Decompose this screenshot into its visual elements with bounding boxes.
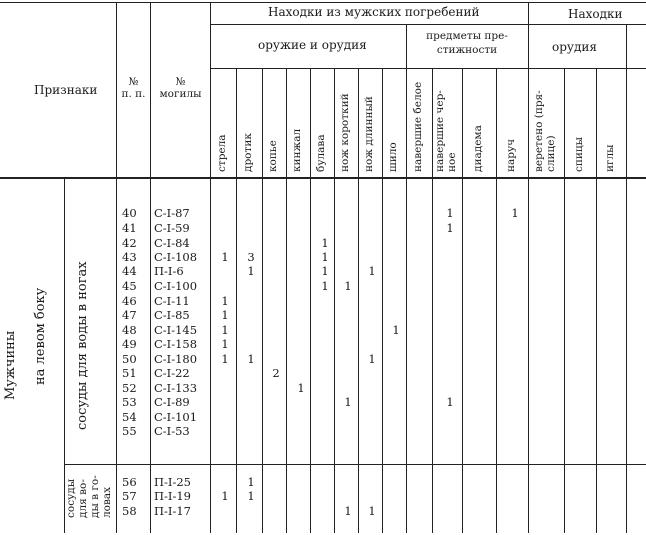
rule-v-6	[626, 24, 627, 533]
grave-number: П-I-17	[154, 504, 191, 518]
column-header: стрела	[216, 134, 228, 172]
row-number: 56	[122, 475, 137, 489]
column-header: иглы	[604, 144, 616, 172]
table-cell: 1	[221, 489, 229, 503]
row-number: 43	[122, 250, 137, 264]
grave-number: С-I-59	[154, 221, 190, 235]
row-number: 55	[122, 424, 137, 438]
group-left-side: на левом боку	[33, 287, 48, 385]
table-cell: 1	[392, 323, 400, 337]
row-number: 40	[122, 206, 137, 220]
rule-v-3	[210, 2, 211, 533]
table-cell: 1	[247, 489, 255, 503]
group-vessels-head-4: ловах	[101, 486, 113, 518]
rule-category-sub	[210, 68, 646, 69]
header-row-no-1: №	[128, 76, 139, 88]
column-rule	[262, 68, 263, 533]
table-cell: 1	[221, 352, 229, 366]
grave-number: С-I-101	[154, 410, 198, 424]
column-rule	[596, 68, 597, 533]
header-grave-no-2: могилы	[159, 88, 202, 100]
table-cell: 3	[247, 250, 255, 264]
table-cell: 1	[368, 504, 376, 518]
column-header: наруч	[505, 138, 517, 172]
table-cell: 1	[247, 475, 255, 489]
grave-number: П-I-19	[154, 489, 191, 503]
table-cell: 1	[221, 337, 229, 351]
column-header: ное	[446, 152, 458, 172]
header-row-no-2: п. п.	[121, 88, 146, 100]
grave-number: С-I-145	[154, 323, 198, 337]
header-features: Признаки	[34, 83, 98, 97]
header-weapons-tools: оружие и орудия	[258, 38, 367, 52]
column-rule	[382, 68, 383, 533]
column-rule	[564, 68, 565, 533]
grave-number: С-I-22	[154, 366, 190, 380]
header-dress-items-1: предметы пре-	[426, 30, 508, 42]
grave-number: С-I-133	[154, 381, 198, 395]
header-findings-other: Находки	[568, 7, 623, 21]
row-number: 49	[122, 337, 137, 351]
table-cell: 1	[221, 250, 229, 264]
rule-findings-sub	[210, 24, 646, 25]
grave-number: С-I-100	[154, 279, 198, 293]
grave-number: С-I-87	[154, 206, 190, 220]
column-header: копье	[267, 140, 279, 172]
column-rule	[462, 68, 463, 533]
rule-header-bottom	[0, 177, 646, 179]
row-number: 52	[122, 381, 137, 395]
column-header: спицы	[573, 137, 585, 172]
column-header: кинжал	[291, 128, 303, 172]
group-vessels-head-3: ды в го-	[89, 475, 101, 518]
grave-number: С-I-89	[154, 395, 190, 409]
table-cell: 1	[511, 206, 519, 220]
row-number: 44	[122, 264, 137, 278]
grave-number: С-I-11	[154, 294, 190, 308]
rule-top	[0, 2, 646, 3]
grave-number: С-I-84	[154, 236, 190, 250]
column-header: нож длинный	[363, 96, 375, 172]
grave-number: С-I-158	[154, 337, 198, 351]
grave-number: С-I-108	[154, 250, 198, 264]
row-number: 58	[122, 504, 137, 518]
row-number: 46	[122, 294, 137, 308]
table-cell: 1	[344, 504, 352, 518]
column-rule	[334, 68, 335, 533]
column-header: шило	[387, 142, 399, 172]
group-men: Мужчины	[3, 330, 18, 400]
table-cell: 1	[344, 279, 352, 293]
column-rule	[310, 68, 311, 533]
group-vessels-feet: сосуды для воды в ногах	[75, 261, 90, 430]
table-cell: 1	[321, 250, 329, 264]
column-rule	[286, 68, 287, 533]
column-header: нож короткий	[339, 93, 351, 172]
column-header: навершие белое	[412, 81, 424, 172]
header-dress-items-2: стижности	[436, 44, 498, 56]
table-cell: 1	[221, 308, 229, 322]
rule-v-5	[528, 2, 529, 533]
row-number: 42	[122, 236, 137, 250]
row-number: 51	[122, 366, 137, 380]
rule-v-4	[406, 24, 407, 533]
table-cell: 1	[446, 221, 454, 235]
table-cell: 1	[368, 352, 376, 366]
grave-number: С-I-53	[154, 424, 190, 438]
header-tools: орудия	[552, 40, 597, 54]
row-number: 53	[122, 395, 137, 409]
column-header: слице)	[545, 135, 557, 172]
column-header: диадема	[472, 125, 484, 172]
column-rule	[496, 68, 497, 533]
table-cell: 1	[221, 323, 229, 337]
row-number: 45	[122, 279, 137, 293]
column-header: навершие чер-	[434, 90, 446, 172]
table-cell: 1	[446, 395, 454, 409]
grave-number: П-I-25	[154, 475, 191, 489]
grave-number: С-I-85	[154, 308, 190, 322]
column-header: веретено (пря-	[533, 90, 545, 172]
column-rule	[432, 68, 433, 533]
row-number: 54	[122, 410, 137, 424]
row-number: 57	[122, 489, 137, 503]
grave-number: П-I-6	[154, 264, 184, 278]
table-cell: 1	[321, 236, 329, 250]
row-number: 41	[122, 221, 137, 235]
table-cell: 1	[321, 279, 329, 293]
table-cell: 1	[321, 264, 329, 278]
table-cell: 1	[446, 206, 454, 220]
column-header: булава	[315, 134, 327, 172]
table-cell: 2	[272, 366, 280, 380]
table-cell: 1	[344, 395, 352, 409]
column-header: дротик	[242, 133, 254, 172]
table-cell: 1	[221, 294, 229, 308]
row-number: 48	[122, 323, 137, 337]
table-cell: 1	[247, 264, 255, 278]
header-grave-no-1: №	[175, 76, 186, 88]
column-rule	[358, 68, 359, 533]
header-findings-male: Находки из мужских погребений	[268, 5, 480, 19]
table-cell: 1	[297, 381, 305, 395]
row-number: 50	[122, 352, 137, 366]
table-cell: 1	[247, 352, 255, 366]
table-cell: 1	[368, 264, 376, 278]
row-number: 47	[122, 308, 137, 322]
group-vessels-head-2: для во-	[77, 479, 89, 518]
rule-group-divider	[64, 464, 646, 465]
group-vessels-head-1: сосуды	[65, 478, 77, 518]
grave-number: С-I-180	[154, 352, 198, 366]
